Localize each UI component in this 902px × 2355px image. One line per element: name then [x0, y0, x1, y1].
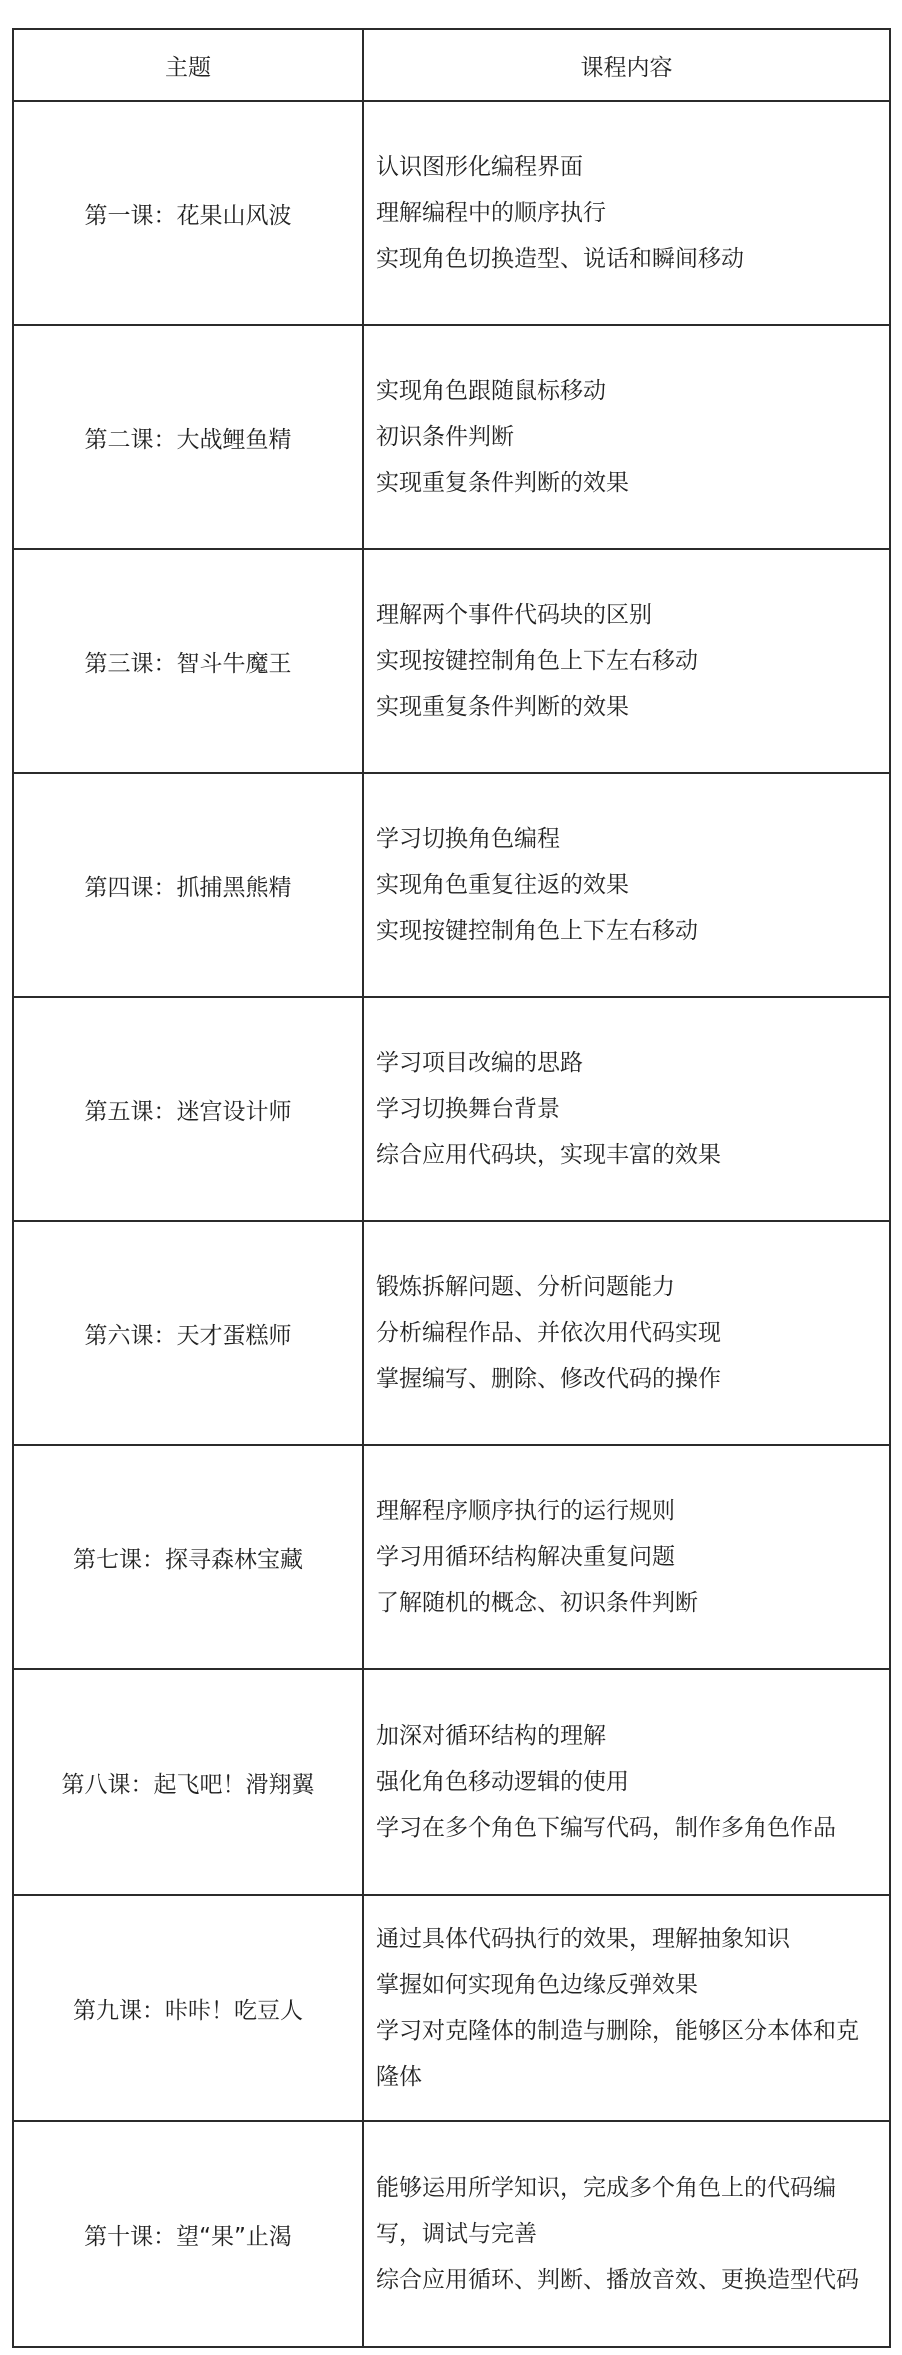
- table-row: [13, 2121, 890, 2347]
- lesson-content: [363, 325, 890, 549]
- content-item: 掌握如何实现角色边缘反弹效果: [376, 1972, 698, 1998]
- content-item: 实现角色切换造型、说话和瞬间移动: [376, 246, 744, 272]
- content-item: 实现按键控制角色上下左右移动: [376, 648, 698, 674]
- table-row: [13, 773, 890, 997]
- content-item: 实现重复条件判断的效果: [376, 470, 629, 496]
- lesson-topic: 第十课：望“果”止渴: [13, 2121, 363, 2347]
- content-item: 分析编程作品、并依次用代码实现: [376, 1320, 721, 1346]
- lesson-topic: 第一课：花果山风波: [13, 101, 363, 325]
- content-item: 学习切换舞台背景: [376, 1096, 560, 1122]
- table-header-row: [13, 29, 890, 101]
- content-item: 综合应用循环、判断、播放音效、更换造型代码: [376, 2267, 859, 2293]
- lesson-topic: 第四课：抓捕黑熊精: [13, 773, 363, 997]
- content-item: 学习用循环结构解决重复问题: [376, 1544, 675, 1570]
- content-item: 加深对循环结构的理解: [376, 1723, 606, 1749]
- lesson-topic: 第六课：天才蛋糕师: [13, 1221, 363, 1445]
- lesson-content: [363, 997, 890, 1221]
- table-row: [13, 1669, 890, 1895]
- content-item: 认识图形化编程界面: [376, 154, 583, 180]
- table-row: [13, 997, 890, 1221]
- table-row: [13, 549, 890, 773]
- table-row: [13, 1445, 890, 1669]
- lesson-topic: 第三课：智斗牛魔王: [13, 549, 363, 773]
- table-row: [13, 1895, 890, 2121]
- content-item: 能够运用所学知识，完成多个角色上的代码编写，调试与完善: [376, 2175, 836, 2247]
- content-item: 理解编程中的顺序执行: [376, 200, 606, 226]
- table-row: [13, 1221, 890, 1445]
- content-item: 理解两个事件代码块的区别: [376, 602, 652, 628]
- lesson-topic: 第八课：起飞吧！滑翔翼: [13, 1669, 363, 1895]
- lesson-content: [363, 101, 890, 325]
- content-item: 了解随机的概念、初识条件判断: [376, 1590, 698, 1616]
- lesson-content: [363, 549, 890, 773]
- header-topic: 主题: [13, 29, 363, 101]
- curriculum-table: [12, 28, 891, 2348]
- content-item: 通过具体代码执行的效果，理解抽象知识: [376, 1926, 790, 1952]
- content-item: 实现角色跟随鼠标移动: [376, 378, 606, 404]
- lesson-topic: 第七课：探寻森林宝藏: [13, 1445, 363, 1669]
- lesson-content: [363, 1669, 890, 1895]
- content-item: 掌握编写、删除、修改代码的操作: [376, 1366, 721, 1392]
- content-item: 学习项目改编的思路: [376, 1050, 583, 1076]
- content-item: 初识条件判断: [376, 424, 514, 450]
- content-item: 实现角色重复往返的效果: [376, 872, 629, 898]
- content-item: 学习对克隆体的制造与删除，能够区分本体和克隆体: [376, 2018, 859, 2090]
- lesson-topic: 第五课：迷宫设计师: [13, 997, 363, 1221]
- curriculum-table-container: [12, 28, 889, 2348]
- content-item: 实现按键控制角色上下左右移动: [376, 918, 698, 944]
- content-item: 学习切换角色编程: [376, 826, 560, 852]
- lesson-content: [363, 1445, 890, 1669]
- lesson-content: [363, 2121, 890, 2347]
- lesson-content: [363, 1895, 890, 2121]
- content-item: 理解程序顺序执行的运行规则: [376, 1498, 675, 1524]
- lesson-content: [363, 773, 890, 997]
- lesson-topic: 第九课：咔咔！吃豆人: [13, 1895, 363, 2121]
- header-content: 课程内容: [363, 29, 890, 101]
- lesson-content: [363, 1221, 890, 1445]
- content-item: 实现重复条件判断的效果: [376, 694, 629, 720]
- table-row: [13, 101, 890, 325]
- content-item: 学习在多个角色下编写代码，制作多角色作品: [376, 1815, 836, 1841]
- table-row: [13, 325, 890, 549]
- content-item: 锻炼拆解问题、分析问题能力: [376, 1274, 675, 1300]
- lesson-topic: 第二课：大战鲤鱼精: [13, 325, 363, 549]
- content-item: 综合应用代码块，实现丰富的效果: [376, 1142, 721, 1168]
- content-item: 强化角色移动逻辑的使用: [376, 1769, 629, 1795]
